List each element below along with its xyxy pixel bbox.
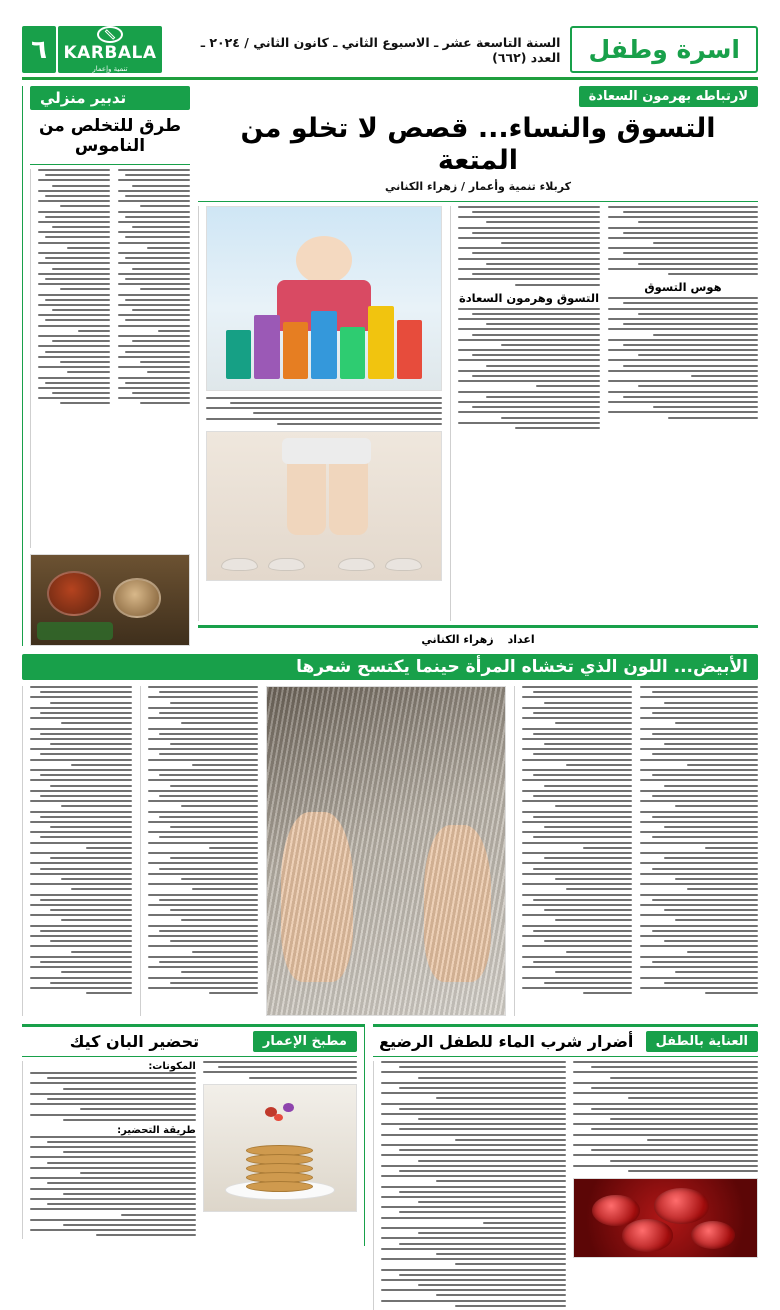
- recipe-title: تحضير البان كيك: [69, 1032, 200, 1051]
- masthead: [22, 26, 758, 80]
- pancake-photo: [203, 1084, 357, 1212]
- blood-cells-photo: [573, 1178, 758, 1258]
- top-section: [22, 86, 758, 646]
- recipe-media: [203, 1061, 357, 1239]
- recipe-text: [22, 1061, 196, 1239]
- baby-care-text: [573, 1061, 758, 1310]
- ingredients-label: المكونات:: [148, 1061, 196, 1072]
- lead-story: [198, 86, 758, 646]
- kitchen-badge: مطبخ الإعمار: [253, 1031, 357, 1052]
- issue-line: السنة التاسعة عشر ـ الاسبوع الثاني ـ كانون الثاني / ٢٠٢٤ ـ العدد (٦٦٢): [200, 34, 561, 65]
- feature-text-col-1: [22, 686, 132, 1016]
- lead-headline: التسوق والنساء... قصص لا تخلو من المتعة: [240, 113, 716, 177]
- home-management-column: [22, 86, 190, 646]
- baby-care-badge: العناية بالطفل: [646, 1031, 758, 1052]
- prepared-by-label: اعداد: [507, 633, 535, 646]
- recipe-article: [22, 1024, 365, 1246]
- feature-title: الأبيض... اللون الذي تخشاه المرأة حينما يكتسح شعرها: [296, 657, 748, 677]
- page-number: ٦: [22, 26, 56, 73]
- section-title: اسرة وطفل: [570, 26, 758, 73]
- method-label: طريقة التحضير:: [117, 1124, 196, 1136]
- home-management-kicker: تدبير منزلي: [30, 86, 190, 110]
- feature-text-col-4: [640, 686, 758, 1016]
- lead-media-column: [198, 206, 442, 621]
- baby-care-text-2: [373, 1061, 566, 1310]
- publication-logo: [58, 26, 162, 73]
- prepared-by-name: زهراء الكناني: [421, 633, 494, 646]
- home-management-title: طرق للتخلص من الناموس: [38, 116, 182, 156]
- home-text-col-2: [30, 169, 110, 548]
- feature-text-col-2: [140, 686, 258, 1016]
- home-text-col-1: [118, 169, 190, 548]
- lead-text-column-1: [608, 206, 758, 621]
- home-remedies-photo: [30, 554, 190, 646]
- lead-subhead-1: التسوق وهرمون السعادة: [458, 290, 600, 305]
- legs-shoes-photo: [206, 431, 442, 581]
- lead-text-column-2: [450, 206, 600, 621]
- feature-text-col-3: [514, 686, 632, 1016]
- baby-care-title: أضرار شرب الماء للطفل الرضيع: [379, 1032, 634, 1051]
- logo-mark: KARBALA: [63, 43, 157, 63]
- lead-byline: كربلاء تنمية وأعمار / زهراء الكناني: [384, 179, 571, 193]
- lead-subhead-2: هوس التسوق: [644, 280, 722, 295]
- feature-section: [22, 686, 758, 1016]
- lead-kicker: لارتباطه بهرمون السعادة: [579, 86, 758, 107]
- bottom-section: [22, 1024, 758, 1246]
- shopping-woman-photo: [206, 206, 442, 391]
- gray-hair-photo: [266, 686, 506, 1016]
- feature-band: [22, 654, 758, 680]
- logo-subtitle: تنمية وإعمار: [92, 65, 128, 73]
- baby-care-article: [373, 1024, 758, 1246]
